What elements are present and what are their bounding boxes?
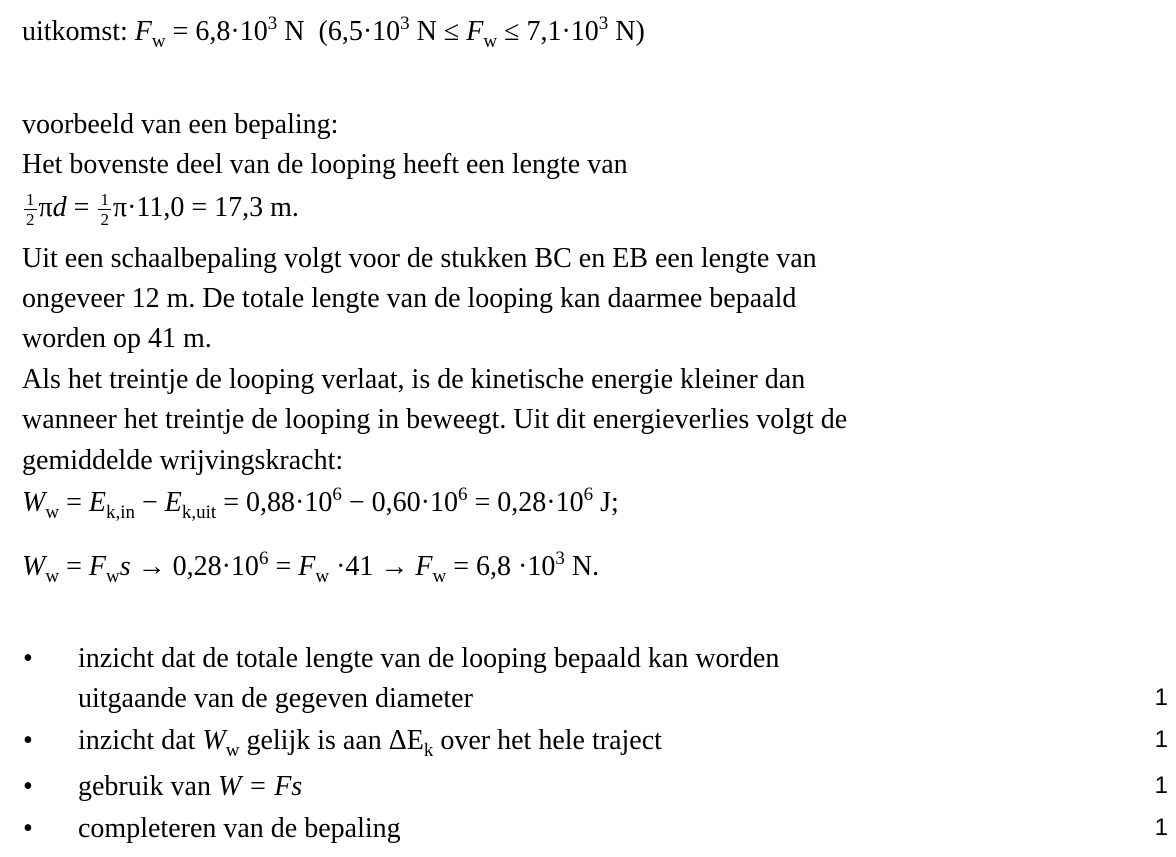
result-unit: N bbox=[284, 16, 305, 47]
scoring-item-text: uitgaande van de gegeven diameter bbox=[78, 683, 473, 714]
example-text-line: Het bovenste deel van de looping heeft een lengte van bbox=[22, 149, 628, 180]
range-close: N) bbox=[615, 16, 645, 47]
result-value: = 6,8·10 bbox=[172, 16, 268, 47]
force-symbol: $F_w$ bbox=[134, 16, 166, 52]
example-text-line: worden op 41 m. bbox=[22, 323, 212, 354]
range-open: (6,5·10 bbox=[318, 16, 401, 47]
scoring-points: 1 bbox=[1154, 814, 1168, 841]
bullet-icon: • bbox=[23, 771, 33, 802]
scoring-points: 1 bbox=[1154, 726, 1168, 753]
example-heading: voorbeeld van een bepaling: bbox=[22, 109, 339, 140]
force-formula: $W_w = F_ws \to 0,28\cdot 10^6 = F_w \cdot 41 \to F_w = 6,8 \cdot 10^3$ N. bbox=[22, 548, 600, 587]
range-force-symbol: $F_w$ bbox=[466, 16, 498, 52]
example-text-line: ongeveer 12 m. De totale lengte van de looping kan daarmee bepaald bbox=[22, 283, 797, 314]
fraction-half: $\frac{1}{2}$ bbox=[100, 190, 109, 229]
scoring-item-text: gebruik van W = Fs bbox=[78, 771, 303, 802]
length-formula: $\frac{1}{2}$ πd = $\frac{1}{2}$ π·11,0 = 17,3 m. bbox=[26, 190, 299, 229]
result-label: uitkomst: bbox=[22, 16, 128, 47]
example-text-line: gemiddelde wrijvingskracht: bbox=[22, 445, 344, 476]
scoring-points: 1 bbox=[1154, 772, 1168, 799]
work-formula: $W_w = E_{k,in} - E_{k,uit} = 0,88\cdot 10^6 - 0,60\cdot 10^6 = 0,28\cdot 10^6$ J; bbox=[22, 484, 619, 523]
fraction-half: $\frac{1}{2}$ bbox=[26, 190, 35, 229]
scoring-item-text: inzicht dat $W_w$ gelijk is aan $\Delta E_k$ over het hele traject bbox=[78, 725, 662, 761]
scoring-item-text: completeren van de bepaling bbox=[78, 813, 401, 844]
bullet-icon: • bbox=[23, 725, 33, 756]
scoring-points: 1 bbox=[1154, 684, 1168, 711]
scoring-item-text: inzicht dat de totale lengte van de looping bepaald kan worden bbox=[78, 643, 780, 674]
example-text-line: Als het treintje de looping verlaat, is de kinetische energie kleiner dan bbox=[22, 364, 806, 395]
bullet-icon: • bbox=[23, 643, 33, 674]
bullet-icon: • bbox=[23, 813, 33, 844]
example-text-line: Uit een schaalbepaling volgt voor de stukken BC en EB een lengte van bbox=[22, 243, 817, 274]
result-line: uitkomst: $F_w = 6,8\cdot 10^3$ N ($6,5\cdot 10^3$ $N \le F_w \le 7,1\cdot 10^3$ N) bbox=[22, 13, 645, 52]
example-text-line: wanneer het treintje de looping in beweegt. Uit dit energieverlies volgt de bbox=[22, 404, 848, 435]
